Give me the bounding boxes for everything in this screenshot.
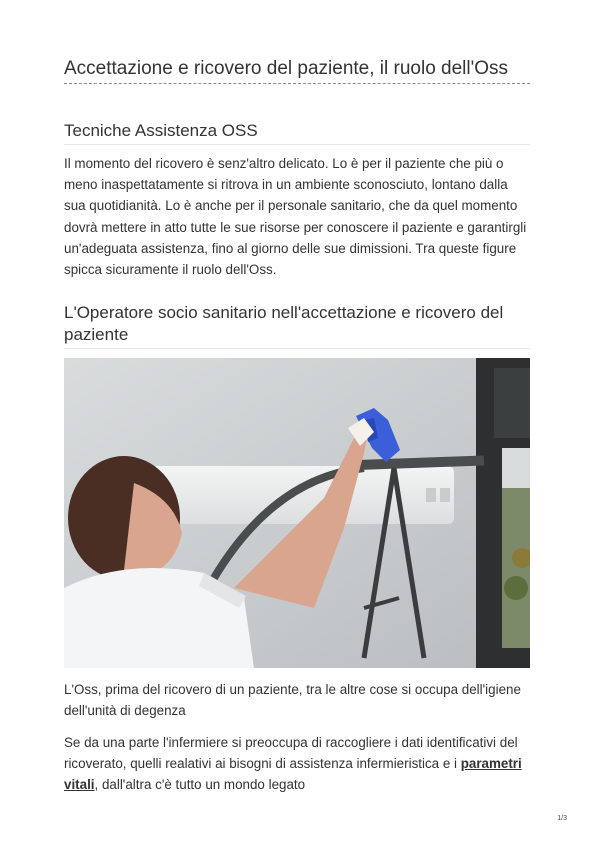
category-heading: Tecniche Assistenza OSS [64,121,258,140]
title-divider [64,83,530,84]
image-caption: L'Oss, prima del ricovero di un paziente, tra le altre cose si occupa dell'igiene dell'unità di degenza [64,682,521,719]
category-divider [64,144,530,145]
paragraph-2 [64,732,530,796]
page-number: 1/3 [557,815,567,822]
section-divider [64,348,530,349]
page-title: Accettazione e ricovero del paziente, il ruolo dell'Oss [64,58,509,79]
paragraph-2-text-start: Se da una parte l'infermiere si preoccupa di raccogliere i dati identificativi del ricoverato, quelli realativi ai bisogni di assistenza infermieristica e i [64,735,518,772]
paragraph-2-text-end: , dall'altra c'è tutto un mondo legato [94,777,306,793]
article-photo [64,358,530,668]
section-heading: L'Operatore socio sanitario nell'accettazione e ricovero del paziente [64,303,504,344]
intro-paragraph: Il momento del ricovero è senz'altro delicato. Lo è per il paziente che più o meno inaspettatamente si ritrova in un ambiente sconosciuto, lontano dalla sua quotidianità. Lo è anche per il personale sanitario, che da quel momento dovrà mettere in atto tutte le sue risorse per conoscere il paziente e garantirgli un'adeguata assistenza, fino al giorno delle sue dimissioni. Tra queste figure spicca sicuramente il ruolo dell'Oss. [64,156,527,278]
photo-illustration [64,358,530,668]
vital-signs-link[interactable]: parametri vitali [64,756,522,793]
